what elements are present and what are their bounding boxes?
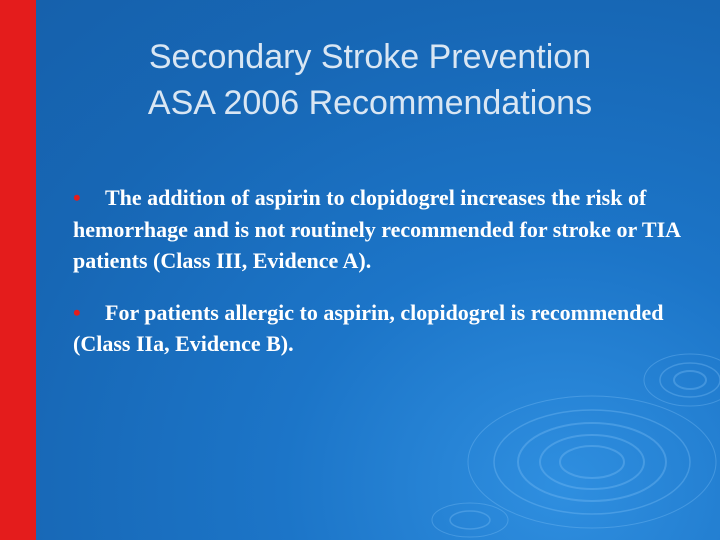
bullet-text: For patients allergic to aspirin, clopidogrel is recommended (Class IIa, Evidence B).: [73, 299, 664, 356]
title-line-1: Secondary Stroke Prevention: [148, 38, 592, 76]
red-accent-bar: [0, 0, 36, 540]
bullet-item: [73, 182, 683, 277]
title-line-2: ASA 2006 Recommendations: [147, 84, 593, 122]
bullet-marker: •: [73, 299, 81, 325]
bullet-marker: •: [73, 185, 81, 210]
bullet-text: The addition of aspirin to clopidogrel increases the risk of hemorrhage and is not routinely recommended for stroke or TIA patients (Class III, Evidence A).: [73, 185, 680, 273]
ripple-ring: [468, 396, 716, 528]
ripple-ring: [450, 511, 490, 529]
ripple-ring: [432, 503, 508, 537]
ripple-ring: [560, 446, 624, 478]
ripple-ring: [494, 410, 690, 514]
bullet-list: [73, 182, 683, 380]
slide-title: [60, 34, 680, 126]
ripple-ring: [540, 435, 644, 489]
bullet-item: [73, 297, 683, 360]
